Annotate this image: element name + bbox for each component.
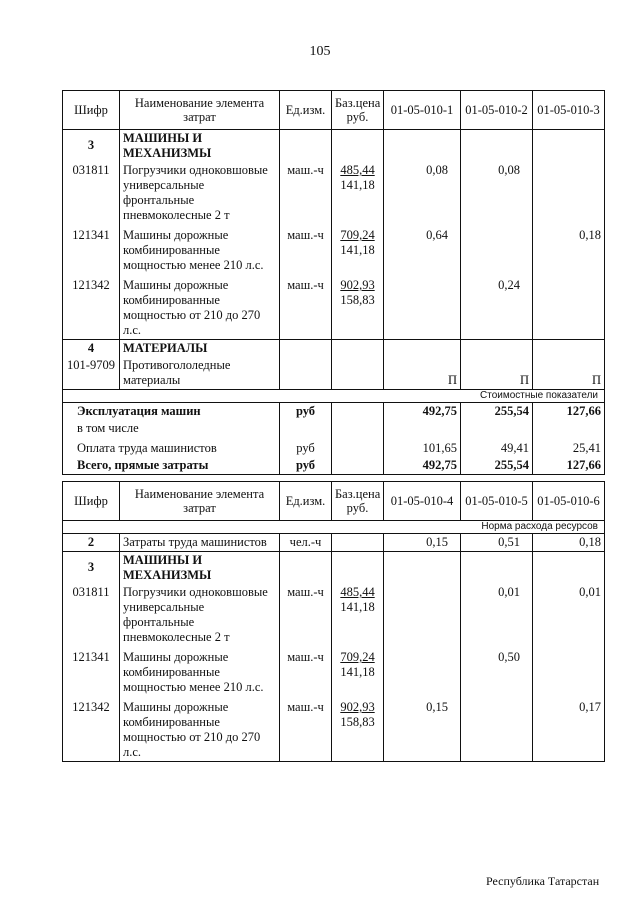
total-col5: 49,41	[461, 437, 533, 457]
value-col6: 0,18	[533, 534, 605, 552]
resource-unit: маш.-ч	[280, 162, 332, 224]
section-number: 3	[63, 130, 120, 163]
band-row	[63, 390, 605, 403]
price-secondary: 141,18	[340, 178, 375, 192]
price-secondary: 158,83	[340, 715, 375, 729]
price-secondary: 158,83	[340, 293, 375, 307]
total-unit: руб	[280, 437, 332, 457]
band-label: Норма расхода ресурсов	[63, 521, 605, 534]
value-col5	[461, 224, 533, 274]
value-col5: 0,51	[461, 534, 533, 552]
resource-unit: маш.-ч	[280, 696, 332, 762]
total-label: Всего, прямые затраты	[63, 457, 280, 475]
header-col6: 01-05-010-6	[533, 482, 605, 521]
price-primary: 485,44	[340, 585, 375, 599]
total-label: в том числе	[63, 420, 280, 437]
section-title: МАТЕРИАЛЫ	[120, 340, 280, 358]
total-label: Эксплуатация машин	[63, 403, 280, 421]
value-col4: 0,15	[384, 696, 461, 762]
total-col4: 492,75	[384, 457, 461, 475]
header-name: Наименование элемента затрат	[120, 482, 280, 521]
value-col6: 0,01	[533, 584, 605, 646]
price-primary: 902,93	[340, 700, 375, 714]
total-col5: 255,54	[461, 403, 533, 421]
resource-name: Машины дорожные комбинированные мощностью от 210 до 270 л.с.	[120, 696, 280, 762]
band-label: Стоимостные показатели	[63, 390, 605, 403]
header-col5: 01-05-010-2	[461, 91, 533, 130]
table-row	[63, 534, 605, 552]
resource-price	[332, 696, 384, 762]
total-col6: 127,66	[533, 403, 605, 421]
value-col6: 0,17	[533, 696, 605, 762]
total-row	[63, 420, 605, 437]
section-row	[63, 340, 605, 358]
total-unit: руб	[280, 457, 332, 475]
band-row	[63, 521, 605, 534]
resource-code: 2	[63, 534, 120, 552]
resource-unit: маш.-ч	[280, 584, 332, 646]
price-primary: 709,24	[340, 228, 375, 242]
resource-price	[332, 646, 384, 696]
total-col6: 127,66	[533, 457, 605, 475]
header-col5: 01-05-010-5	[461, 482, 533, 521]
value-col5: 0,24	[461, 274, 533, 340]
price-primary: 902,93	[340, 278, 375, 292]
resource-name: Машины дорожные комбинированные мощностью менее 210 л.с.	[120, 646, 280, 696]
header-price: Баз.цена руб.	[332, 91, 384, 130]
value-col4: П	[384, 357, 461, 390]
total-col6: 25,41	[533, 437, 605, 457]
table-row	[63, 274, 605, 340]
resource-table-2	[62, 481, 605, 762]
value-col5: 0,50	[461, 646, 533, 696]
resource-code: 031811	[63, 162, 120, 224]
header-unit: Ед.изм.	[280, 91, 332, 130]
resource-name: Машины дорожные комбинированные мощностью менее 210 л.с.	[120, 224, 280, 274]
table-row	[63, 357, 605, 390]
resource-price	[332, 224, 384, 274]
value-col6: П	[533, 357, 605, 390]
price-secondary: 141,18	[340, 665, 375, 679]
resource-unit: маш.-ч	[280, 646, 332, 696]
value-col5: 0,08	[461, 162, 533, 224]
total-unit: руб	[280, 403, 332, 421]
footer-region: Республика Татарстан	[486, 874, 600, 888]
value-col4	[384, 274, 461, 340]
resource-price	[332, 584, 384, 646]
resource-price	[332, 274, 384, 340]
resource-name: Машины дорожные комбинированные мощностью от 210 до 270 л.с.	[120, 274, 280, 340]
table-row	[63, 646, 605, 696]
section-number: 4	[63, 340, 120, 358]
header-code: Шифр	[63, 482, 120, 521]
header-col4: 01-05-010-4	[384, 482, 461, 521]
header-col6: 01-05-010-3	[533, 91, 605, 130]
resource-code: 031811	[63, 584, 120, 646]
table-header-row	[63, 482, 605, 521]
table-row	[63, 162, 605, 224]
total-col5: 255,54	[461, 457, 533, 475]
table-row	[63, 584, 605, 646]
resource-name: Противогололедные материалы	[120, 357, 280, 390]
resource-name: Погрузчики одноковшовые универсальные фронтальные пневмоколесные 2 т	[120, 162, 280, 224]
resource-name: Погрузчики одноковшовые универсальные фронтальные пневмоколесные 2 т	[120, 584, 280, 646]
resource-name: Затраты труда машинистов	[120, 534, 280, 552]
price-secondary: 141,18	[340, 600, 375, 614]
header-col4: 01-05-010-1	[384, 91, 461, 130]
value-col4: 0,15	[384, 534, 461, 552]
table-header-row	[63, 91, 605, 130]
resource-table-1	[62, 90, 605, 475]
page-number: 105	[309, 44, 331, 59]
total-row	[63, 457, 605, 475]
header-unit: Ед.изм.	[280, 482, 332, 521]
value-col4: 0,64	[384, 224, 461, 274]
section-row	[63, 552, 605, 585]
resource-code: 101-9709	[63, 357, 120, 390]
value-col4	[384, 646, 461, 696]
section-row	[63, 130, 605, 163]
price-primary: 709,24	[340, 650, 375, 664]
value-col6	[533, 274, 605, 340]
value-col4: 0,08	[384, 162, 461, 224]
value-col5	[461, 696, 533, 762]
resource-code: 121342	[63, 696, 120, 762]
resource-code: 121342	[63, 274, 120, 340]
total-label: Оплата труда машинистов	[63, 437, 280, 457]
section-number: 3	[63, 552, 120, 585]
value-col6: 0,18	[533, 224, 605, 274]
resource-unit: чел.-ч	[280, 534, 332, 552]
total-col4: 101,65	[384, 437, 461, 457]
value-col4	[384, 584, 461, 646]
total-row	[63, 437, 605, 457]
resource-unit: маш.-ч	[280, 274, 332, 340]
total-row	[63, 403, 605, 421]
header-name: Наименование элемента затрат	[120, 91, 280, 130]
table-row	[63, 696, 605, 762]
value-col5: 0,01	[461, 584, 533, 646]
header-price: Баз.цена руб.	[332, 482, 384, 521]
header-code: Шифр	[63, 91, 120, 130]
resource-price	[332, 162, 384, 224]
value-col6	[533, 162, 605, 224]
price-primary: 485,44	[340, 163, 375, 177]
resource-unit: маш.-ч	[280, 224, 332, 274]
resource-code: 121341	[63, 646, 120, 696]
value-col5: П	[461, 357, 533, 390]
total-col4: 492,75	[384, 403, 461, 421]
value-col6	[533, 646, 605, 696]
section-title: МАШИНЫ И МЕХАНИЗМЫ	[120, 130, 280, 163]
price-secondary: 141,18	[340, 243, 375, 257]
table-row	[63, 224, 605, 274]
section-title: МАШИНЫ И МЕХАНИЗМЫ	[120, 552, 280, 585]
resource-code: 121341	[63, 224, 120, 274]
